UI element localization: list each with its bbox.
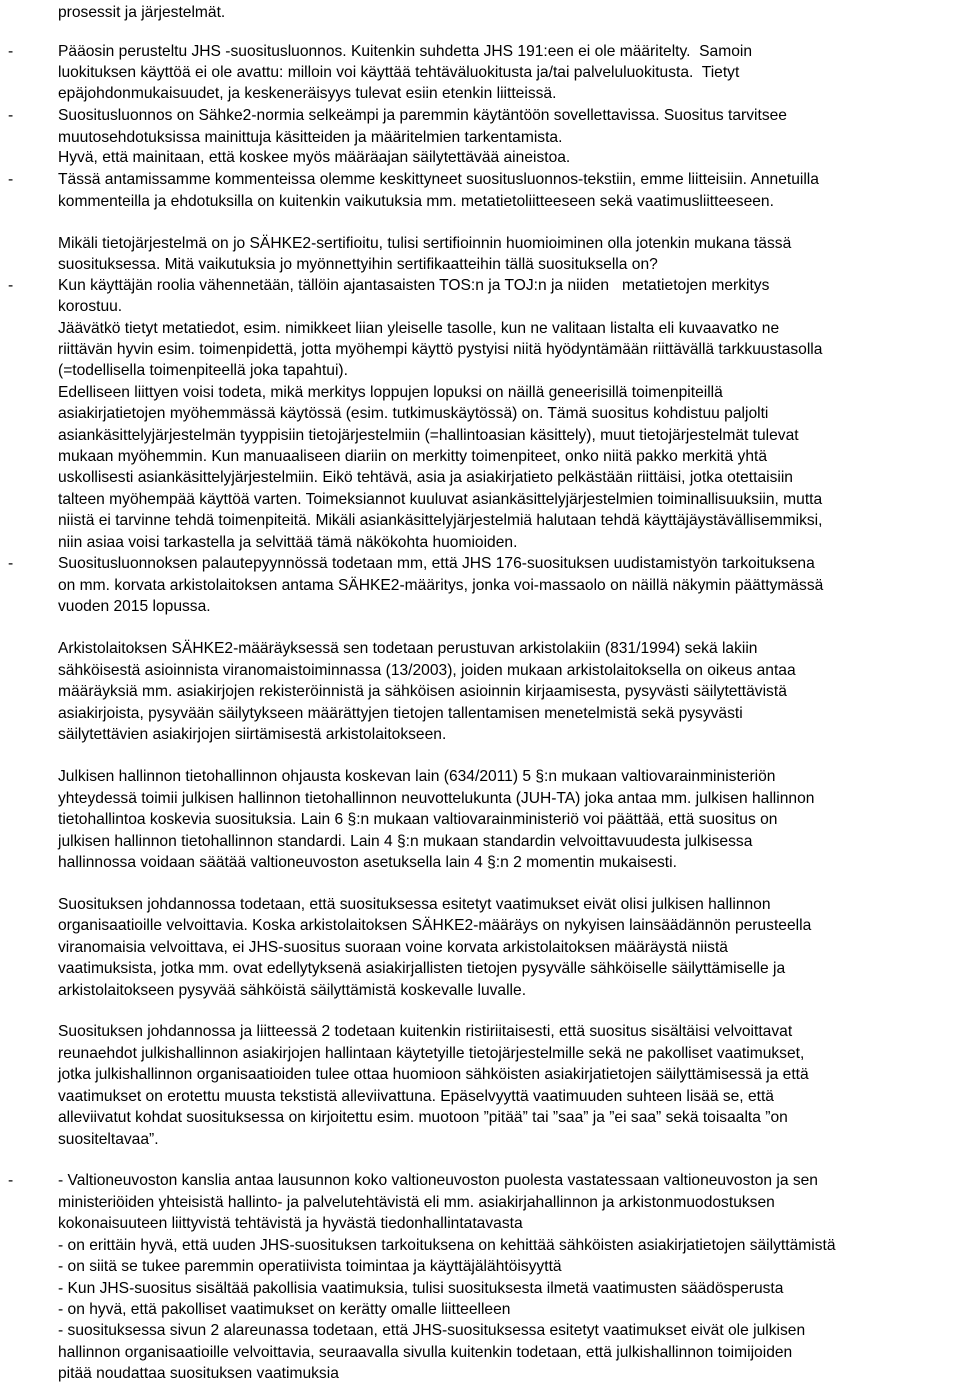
text-line: Arkistolaitoksen SÄHKE2-määräyksessä sen todetaan perustuvan arkistolakiin (831/1994) sekä lakiin bbox=[58, 640, 758, 657]
text-line: riittävän hyvin esim. toimenpidettä, jotta myöhempi käyttö pystyisi niitä hyödyntämään riittävällä tarkkuustasolla bbox=[58, 341, 823, 358]
text-line: Mikäli tietojärjestelmä on jo SÄHKE2-sertifioitu, tulisi sertifioinnin huomioiminen olla jotenkin mukana tässä bbox=[58, 235, 792, 252]
text-line: Jäävätkö tietyt metatiedot, esim. nimikkeet liian yleiselle tasolle, kun ne valitaan listalta eli kuvaavatko ne bbox=[58, 320, 780, 337]
text-line: (=todellisella toimenpiteellä joka tapahtui). bbox=[58, 362, 348, 379]
text-line: vuoden 2015 lopussa. bbox=[58, 598, 211, 615]
text-line: organisaatioille velvoittavia. Koska arkistolaitoksen SÄHKE2-määräys on nykyisen lainsäädännön perusteella bbox=[58, 917, 812, 934]
text-line: jotka julkishallinnon organisaatioiden tulee ottaa huomioon sähköisten asiakirjatietojen säilyttämisessä ja että bbox=[58, 1066, 809, 1083]
text-line: vaatimukset on erotettu muusta tekstistä alleviivattuna. Epäselvyyttä vaatimuuden suhteen lisää se, että bbox=[58, 1088, 774, 1105]
text-line: julkisen hallinnon tietohallinnon standardi. Lain 4 §:n mukaan standardin velvoittavuudesta julkisessa bbox=[58, 833, 753, 850]
text-line: Suositusluonnos on Sähke2-normia selkeämpi ja paremmin käytäntöön sovellettavissa. Suositus tarvitsee bbox=[58, 107, 787, 124]
text-line: Kun käyttäjän roolia vähennetään, tällöin ajantasaisten TOS:n ja TOJ:n ja niiden metatietojen merkitys bbox=[58, 277, 770, 294]
text-line: kokonaisuuteen liittyvistä tehtävistä ja hyvästä tiedonhallintatavasta bbox=[58, 1215, 523, 1232]
text-line: - Kun JHS-suositus sisältää pakollisia vaatimuksia, tulisi suosituksesta ilmetä vaatimusten säädösperusta bbox=[58, 1280, 784, 1297]
text-line: Suositusluonnoksen palautepyynnössä todetaan mm, että JHS 176-suosituksen uudistamistyön tarkoituksena bbox=[58, 555, 815, 572]
text-line: tietohallintoa koskevia suosituksia. Lain 6 §:n mukaan valtiovarainministeriö voi päättää, että suositus on bbox=[58, 811, 778, 828]
text-line: uskollisesti asiankäsittelyjärjestelmiin. Eikö tehtävä, asia ja asiakirjatieto pelkästään riittäisi, jotka otettaisiin bbox=[58, 469, 793, 486]
text-line: on mm. korvata arkistolaitoksen antama SÄHKE2-määritys, jonka voi-massaolo on näillä näkymin päättymässä bbox=[58, 577, 824, 594]
text-line: yhteydessä toimii julkisen hallinnon tietohallinnon neuvottelukunta (JUH-TA) joka antaa mm. julkisen hallinnon bbox=[58, 790, 815, 807]
text-line: Tässä antamissamme kommenteissa olemme keskittyneet suositusluonnos-tekstiin, emme liitteisiin. Annetuilla bbox=[58, 171, 819, 188]
text-line: viranomaisia velvoittava, ei JHS-suositus suoraan voine korvata arkistolaitoksen määräystä niistä bbox=[58, 939, 728, 956]
text-line: hallinnon organisaatioille velvoittavia, seuraavalla sivulla kuitenkin todetaan, että julkishallinnon toimijoiden bbox=[58, 1344, 793, 1361]
text-line: Suosituksen johdannossa todetaan, että suosituksessa esitetyt vaatimukset eivät olisi julkisen hallinnon bbox=[58, 896, 771, 913]
text-line: asiankäsittelyjärjestelmän tyyppisiin tietojärjestelmiin (=hallintoasian käsittely), muut tietojärjestelmät tulevat bbox=[58, 427, 799, 444]
text-line: asiakirjatietojen myöhemmässä käytössä (esim. tutkimuskäytössä) on. Tämä suositus kohdistuu paljolti bbox=[58, 405, 769, 422]
text-line: Suosituksen johdannossa ja liitteessä 2 todetaan kuitenkin ristiriitaisesti, että suositus sisältäisi velvoittavat bbox=[58, 1023, 793, 1040]
text-line: muutosehdotuksissa mainittuja käsitteiden ja määritelmien tarkentamista. bbox=[58, 129, 563, 146]
text-line: Hyvä, että mainitaan, että koskee myös määräajan säilytettävää aineistoa. bbox=[58, 149, 571, 166]
text-line: määräyksiä mm. asiakirjojen rekisteröinnistä ja sähköisen asioinnin kirjaamisesta, pysyvästi säilytettävistä bbox=[58, 683, 787, 700]
text-line: Julkisen hallinnon tietohallinnon ohjausta koskevan lain (634/2011) 5 §:n mukaan valtiovarainministeriön bbox=[58, 768, 776, 785]
list-dash: - bbox=[8, 277, 14, 294]
text-line: - on erittäin hyvä, että uuden JHS-suosituksen tarkoituksena on kehittää sähköisten asiakirjatietojen säilyttämistä bbox=[58, 1237, 836, 1254]
text-line: kommenteilla ja ehdotuksilla on kuitenkin vaikutuksia mm. metatietoliitteeseen sekä vaatimusliitteeseen. bbox=[58, 193, 774, 210]
text-line: luokituksen käyttöä ei ole avattu: milloin voi käyttää tehtäväluokitusta ja/tai palveluluokitusta. Tietyt bbox=[58, 64, 740, 81]
list-dash: - bbox=[8, 43, 14, 60]
text-line: reunaehdot julkishallinnon asiakirjojen hallintaan käytetyille tietojärjestelmille sekä ne pakolliset vaatimukset, bbox=[58, 1045, 805, 1062]
text-line: suositeltavaa”. bbox=[58, 1131, 159, 1148]
text-line: pitää noudattaa suosituksen vaatimuksia bbox=[58, 1365, 339, 1382]
list-dash: - bbox=[8, 171, 14, 188]
text-line: suosituksessa. Mitä vaikutuksia jo myönnettyihin sertifikaatteihin tällä suosituksella on? bbox=[58, 256, 658, 273]
text-line: - Valtioneuvoston kanslia antaa lausunnon koko valtioneuvoston puolesta vastatessaan valtioneuvoston ja sen bbox=[58, 1172, 818, 1189]
text-line: Pääosin perusteltu JHS -suositusluonnos. Kuitenkin suhdetta JHS 191:een ei ole määritelty. Samoin bbox=[58, 43, 753, 60]
text-line: prosessit ja järjestelmät. bbox=[58, 4, 226, 21]
text-line: mukaan myöhemmin. Kun manuaaliseen diariin on merkitty toimenpiteet, onko niitä pakko merkitä yhtä bbox=[58, 448, 767, 465]
text-line: alleviivatut kohdat suosituksessa on kirjoitettu esim. muotoon ”pitää” tai ”saa” ja ”ei saa” sekä toisaalta ”on bbox=[58, 1109, 788, 1126]
text-line: arkistolaitokseen pysyvää sähköistä säilyttämistä koskevalle luvalle. bbox=[58, 982, 527, 999]
list-dash: - bbox=[8, 555, 14, 572]
text-line: korostuu. bbox=[58, 298, 123, 315]
text-line: niin asiaa voisi tarkastella ja selvittää tämä näkökohta huomioiden. bbox=[58, 534, 518, 551]
text-line: Edelliseen liittyen voisi todeta, mikä merkitys loppujen lopuksi on näillä geneerisillä toimenpiteillä bbox=[58, 384, 723, 401]
text-line: - on hyvä, että pakolliset vaatimukset on kerätty omalle liitteelleen bbox=[58, 1301, 511, 1318]
text-line: asiakirjoista, pysyvään säilytykseen määrättyjen tietojen tallentamisen menetelmistä sekä pysyvästi bbox=[58, 705, 743, 722]
text-line: talteen myöhempää käyttöä varten. Toimeksiannot kuuluvat asiankäsittelyjärjestelmien toiminallisuuksiin, mutta bbox=[58, 491, 823, 508]
text-line: ministeriöiden yhteisistä hallinto- ja palvelutehtävistä eli mm. asiakirjahallinnon ja arkistonmuodostuksen bbox=[58, 1194, 775, 1211]
text-line: hallinnossa voidaan säätää valtioneuvoston asetuksella lain 4 §:n 2 momentin mukaisesti. bbox=[58, 854, 677, 871]
text-line: niistä ei tarvinne tehdä toimenpiteitä. Mikäli asiankäsittelyjärjestelmiä halutaan tehdä käyttäjäystävällisemmiksi, bbox=[58, 512, 823, 529]
list-dash: - bbox=[8, 1172, 14, 1189]
text-line: - on siitä se tukee paremmin operatiivista toimintaa ja käyttäjälähtöisyyttä bbox=[58, 1258, 562, 1275]
text-line: sähköisestä asioinnista viranomaistoiminnassa (13/2003), joiden mukaan arkistolaitoksella on oikeus antaa bbox=[58, 662, 796, 679]
text-line: säilytettävien asiakirjojen siirtämisestä arkistolaitokseen. bbox=[58, 726, 447, 743]
text-line: epäjohdonmukaisuudet, ja keskeneräisyys tulevat esiin etenkin liitteissä. bbox=[58, 85, 557, 102]
list-dash: - bbox=[8, 107, 14, 124]
text-line: vaatimuksista, jotka mm. ovat edellytyksenä asiakirjallisten tietojen pysyvälle sähköiselle säilyttämiselle ja bbox=[58, 960, 786, 977]
text-line: - suosituksessa sivun 2 alareunassa todetaan, että JHS-suosituksessa esitetyt vaatimukset eivät ole julkisen bbox=[58, 1322, 806, 1339]
